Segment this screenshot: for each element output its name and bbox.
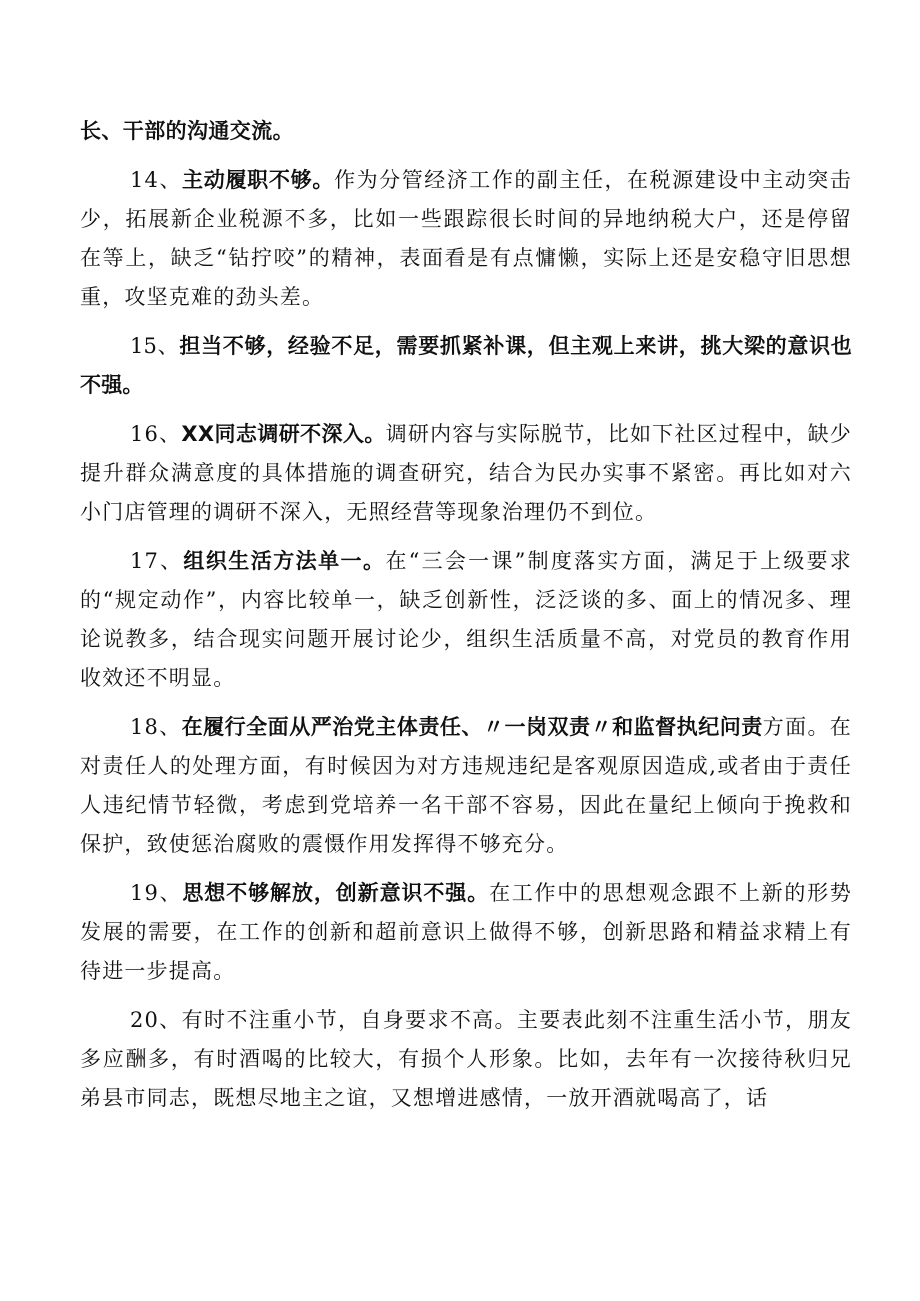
paragraph-number: 16、: [130, 422, 182, 446]
paragraph-body: 方面。在对责任人的处理方面，有时候因为对方违规违纪是客观原因造成,或者由于责任人违纪情节轻微，考虑到党培养一名干部不容易，因此在量纪上倾向于挽救和保护，致使惩治腐败的震慑作用发挥得不够充分。: [80, 715, 852, 856]
paragraph-continuation: [80, 112, 852, 151]
document-body: [80, 112, 852, 1128]
paragraph-body: 有时不注重小节，自身要求不高。主要表此刻不注重生活小节，朋友多应酬多，有时酒喝的比较大，有损个人形象。比如，去年有一次接待秋归兄弟县市同志，既想尽地主之谊，又想增进感情，一放开酒就喝高了，话: [80, 1008, 852, 1110]
paragraph-number: 20、: [130, 1008, 182, 1032]
paragraph-16: [80, 415, 852, 532]
paragraph-heading: 组织生活方法单一。: [183, 549, 386, 573]
paragraph-body: 在工作中的思想观念跟不上新的形势发展的需要，在工作的创新和超前意识上做得不够，创新思路和精益求精上有待进一步提高。: [80, 881, 852, 983]
paragraph-heading: 在履行全面从严治党主体责任、〃一岗双责〃和监督执纪问责: [181, 715, 763, 739]
paragraph-20: [80, 1001, 852, 1118]
paragraph-heading: 担当不够，经验不足，需要抓紧补课，但主观上来讲，挑大梁的意识也不强。: [80, 334, 852, 397]
paragraph-heading: 长、干部的沟通交流。: [80, 119, 294, 143]
paragraph-number: 15、: [130, 334, 180, 358]
paragraph-heading: XX同志调研不深入。: [181, 422, 386, 446]
paragraph-14: [80, 161, 852, 317]
paragraph-number: 14、: [130, 168, 182, 192]
paragraph-body: 作为分管经济工作的副主任，在税源建设中主动突击少，拓展新企业税源不多，比如一些跟踪很长时间的异地纳税大户，还是停留在等上，缺乏“钻拧咬”的精神，表面看是有点慵懒，实际上还是安稳守旧思想重，攻坚克难的劲头差。: [80, 168, 852, 309]
paragraph-body: 在“三会一课”制度落实方面，满足于上级要求的“规定动作”，内容比较单一，缺乏创新性，泛泛谈的多、面上的情况多、理论说教多，结合现实问题开展讨论少，组织生活质量不高，对党员的教育作用收效还不明显。: [80, 549, 853, 690]
paragraph-17: [80, 542, 852, 698]
paragraph-18: [80, 708, 852, 864]
paragraph-number: 18、: [130, 715, 182, 739]
paragraph-number: 17、: [130, 549, 184, 573]
paragraph-body: 调研内容与实际脱节，比如下社区过程中，缺少提升群众满意度的具体措施的调查研究，结合为民办实事不紧密。再比如对六小门店管理的调研不深入，无照经营等现象治理仍不到位。: [80, 422, 852, 524]
paragraph-15: [80, 327, 852, 405]
paragraph-heading: 思想不够解放，创新意识不强。: [182, 881, 490, 905]
paragraph-number: 19、: [130, 881, 183, 905]
paragraph-heading: 主动履职不够。: [181, 168, 335, 192]
paragraph-19: [80, 874, 852, 991]
